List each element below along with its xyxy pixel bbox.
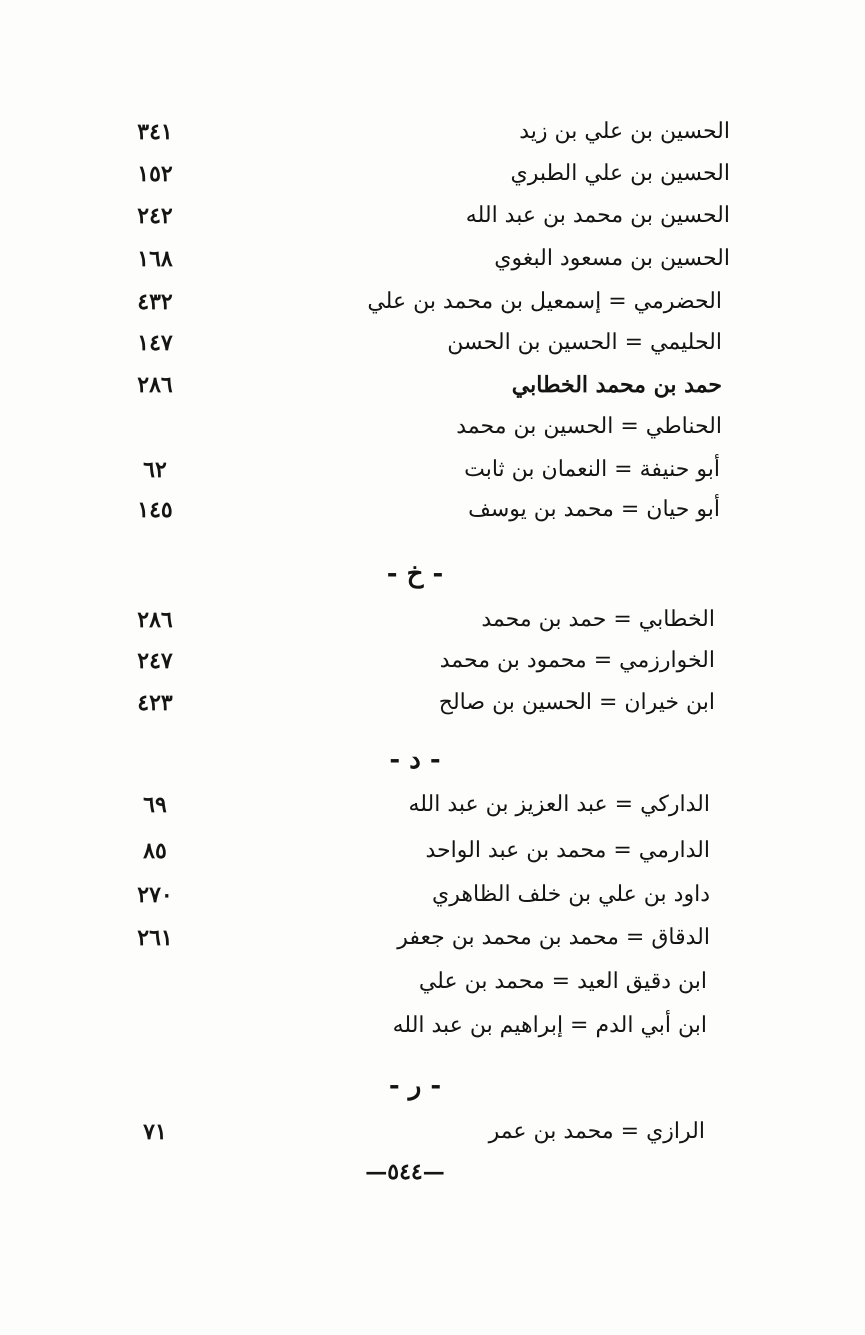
section-heading-dal: - د - xyxy=(389,745,441,775)
index-entry xyxy=(0,323,865,363)
entry-page-number: ٤٣٢ xyxy=(137,289,173,315)
entry-name: الحناطي = الحسين بن محمد xyxy=(456,414,722,439)
entry-page-number: ٦٩ xyxy=(143,792,167,818)
entry-name: ابن أبي الدم = إبراهيم بن عبد الله xyxy=(392,1013,707,1038)
index-entry xyxy=(0,683,865,723)
index-entry xyxy=(0,785,865,825)
entry-page-number: ٢٧٠ xyxy=(137,882,173,908)
index-entry xyxy=(0,282,865,322)
entry-name: الحليمي = الحسين بن الحسن xyxy=(447,330,722,355)
entry-name: الرازي = محمد بن عمر xyxy=(488,1119,705,1144)
entry-name: ابن دقيق العيد = محمد بن علي xyxy=(418,969,707,994)
index-entry xyxy=(0,154,865,194)
entry-page-number: ٨٥ xyxy=(143,838,167,864)
index-entry xyxy=(0,112,865,152)
index-entry xyxy=(0,875,865,915)
index-entry xyxy=(0,962,865,1002)
entry-page-number: ٣٤١ xyxy=(137,119,173,145)
page-number-footer: —٥٤٤— xyxy=(365,1159,445,1185)
index-entry xyxy=(0,1006,865,1046)
index-entry xyxy=(0,831,865,871)
index-entry xyxy=(0,365,865,405)
index-entry xyxy=(0,196,865,236)
entry-name: أبو حيان = محمد بن يوسف xyxy=(468,497,720,522)
entry-name: الخطابي = حمد بن محمد xyxy=(481,607,715,632)
entry-page-number: ١٥٢ xyxy=(137,161,173,187)
entry-page-number: ٤٢٣ xyxy=(137,690,173,716)
entry-page-number: ٢٦١ xyxy=(137,925,173,951)
entry-page-number: ١٦٨ xyxy=(137,246,173,272)
index-entry xyxy=(0,450,865,490)
entry-name: الحسين بن مسعود البغوي xyxy=(494,246,730,271)
index-entry xyxy=(0,407,865,447)
index-entry xyxy=(0,490,865,530)
section-heading-ra: - ر - xyxy=(388,1071,442,1101)
entry-name: الدقاق = محمد بن محمد بن جعفر xyxy=(397,925,710,950)
index-entry xyxy=(0,1112,865,1152)
entry-page-number: ٢٨٦ xyxy=(137,372,173,398)
entry-name: داود بن علي بن خلف الظاهري xyxy=(432,882,710,907)
index-entry xyxy=(0,918,865,958)
entry-name: الخوارزمي = محمود بن محمد xyxy=(439,648,715,673)
entry-name: حمد بن محمد الخطابي xyxy=(511,372,722,398)
entry-name: الحضرمي = إسمعيل بن محمد بن علي xyxy=(367,289,722,314)
entry-page-number: ٢٤٢ xyxy=(137,203,173,229)
entry-name: ابن خيران = الحسين بن صالح xyxy=(438,690,715,715)
index-entry xyxy=(0,600,865,640)
entry-name: الحسين بن علي بن زيد xyxy=(519,119,730,144)
entry-name: الحسين بن محمد بن عبد الله xyxy=(465,203,730,228)
entry-name: الداركي = عبد العزيز بن عبد الله xyxy=(408,792,710,817)
entry-page-number: ٧١ xyxy=(143,1119,167,1145)
index-entry xyxy=(0,239,865,279)
section-heading-kha: - خ - xyxy=(386,559,444,589)
entry-page-number: ٢٨٦ xyxy=(137,607,173,633)
entry-page-number: ١٤٥ xyxy=(137,497,173,523)
entry-name: الدارمي = محمد بن عبد الواحد xyxy=(425,838,710,863)
index-entry xyxy=(0,641,865,681)
entry-name: أبو حنيفة = النعمان بن ثابت xyxy=(464,457,720,482)
entry-page-number: ٢٤٧ xyxy=(137,648,173,674)
entry-page-number: ٦٢ xyxy=(143,457,167,483)
entry-name: الحسين بن علي الطبري xyxy=(510,161,730,186)
entry-page-number: ١٤٧ xyxy=(137,330,173,356)
